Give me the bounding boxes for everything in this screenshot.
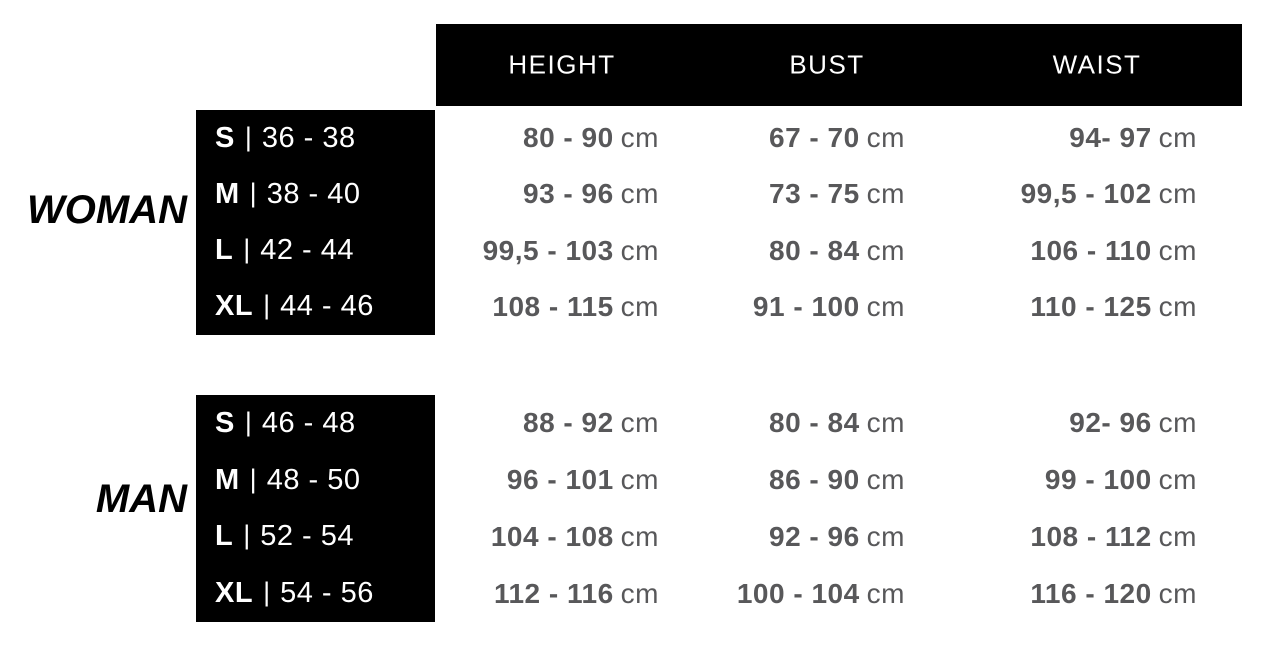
size-cell: [196, 509, 435, 566]
unit-label: cm: [620, 577, 659, 609]
unit-label: cm: [866, 290, 905, 322]
bust-cell: [685, 110, 905, 166]
size-cell: [196, 223, 435, 279]
size-letter: M: [215, 177, 240, 210]
unit-label: cm: [1158, 234, 1197, 266]
unit-label: cm: [866, 122, 905, 154]
size-letter: L: [215, 520, 234, 553]
bust-value: 92 - 96: [769, 520, 860, 552]
section-woman: [0, 110, 1267, 335]
size-cell: [196, 279, 435, 335]
group-label-man: MAN: [95, 477, 187, 521]
bust-cell: [685, 223, 905, 279]
bust-value: 86 - 90: [769, 464, 860, 496]
height-cell: [446, 395, 659, 452]
table-header-bar: [436, 24, 1242, 106]
size-range: 54 - 56: [280, 577, 374, 610]
size-cell: [196, 565, 435, 622]
size-range: 48 - 50: [266, 463, 361, 496]
waist-cell: [957, 223, 1197, 279]
bust-cell: [685, 395, 905, 452]
size-range: 44 - 46: [280, 290, 374, 323]
height-value: 88 - 92: [523, 407, 614, 439]
waist-value: 99 - 100: [1044, 464, 1152, 496]
column-header-height: HEIGHT: [508, 49, 616, 80]
bust-value: 91 - 100: [752, 290, 860, 322]
bust-cell: [685, 279, 905, 335]
rows-man: [0, 395, 1267, 622]
size-letter: S: [215, 121, 235, 154]
height-value: 80 - 90: [523, 122, 614, 154]
table-row: [0, 223, 1267, 279]
unit-label: cm: [866, 407, 905, 439]
unit-label: cm: [1158, 464, 1197, 496]
unit-label: cm: [866, 234, 905, 266]
size-cell: [196, 452, 435, 509]
table-row: [0, 509, 1267, 566]
bust-cell: [685, 509, 905, 566]
size-letter: XL: [215, 290, 254, 323]
bust-cell: [685, 452, 905, 509]
size-range: 52 - 54: [260, 520, 355, 553]
height-cell: [446, 452, 659, 509]
unit-label: cm: [620, 234, 659, 266]
unit-label: cm: [620, 178, 659, 210]
bust-value: 80 - 84: [769, 234, 860, 266]
height-cell: [446, 509, 659, 566]
size-letter: XL: [215, 577, 254, 610]
size-separator: |: [263, 290, 271, 321]
height-value: 93 - 96: [523, 178, 614, 210]
bust-value: 80 - 84: [769, 407, 860, 439]
waist-value: 99,5 - 102: [1020, 178, 1152, 210]
size-separator: |: [263, 577, 271, 608]
size-range: 42 - 44: [260, 234, 355, 267]
waist-value: 92- 96: [1069, 407, 1152, 439]
unit-label: cm: [866, 577, 905, 609]
table-row: [0, 110, 1267, 166]
height-cell: [446, 279, 659, 335]
unit-label: cm: [620, 407, 659, 439]
unit-label: cm: [866, 464, 905, 496]
waist-value: 106 - 110: [1030, 234, 1152, 266]
waist-value: 116 - 120: [1030, 577, 1152, 609]
size-range: 36 - 38: [261, 121, 356, 154]
size-cell: [196, 110, 435, 166]
waist-cell: [957, 166, 1197, 222]
waist-value: 94- 97: [1069, 122, 1152, 154]
height-value: 96 - 101: [506, 464, 614, 496]
height-value: 108 - 115: [492, 290, 614, 322]
group-label-woman: WOMAN: [27, 188, 187, 232]
rows-woman: [0, 110, 1267, 335]
size-letter: M: [215, 463, 240, 496]
section-man: [0, 395, 1267, 622]
size-separator: |: [244, 406, 252, 437]
column-header-bust: BUST: [789, 49, 865, 80]
bust-value: 73 - 75: [769, 178, 860, 210]
height-cell: [446, 223, 659, 279]
waist-cell: [957, 110, 1197, 166]
waist-cell: [957, 509, 1197, 566]
size-cell: [196, 166, 435, 222]
size-separator: |: [249, 463, 257, 494]
waist-cell: [957, 395, 1197, 452]
size-separator: |: [243, 234, 251, 265]
unit-label: cm: [1158, 122, 1197, 154]
unit-label: cm: [866, 178, 905, 210]
height-value: 112 - 116: [493, 577, 614, 609]
size-range: 38 - 40: [266, 177, 361, 210]
waist-value: 110 - 125: [1030, 290, 1152, 322]
unit-label: cm: [866, 520, 905, 552]
waist-cell: [957, 565, 1197, 622]
waist-value: 108 - 112: [1030, 520, 1152, 552]
size-separator: |: [249, 177, 257, 208]
unit-label: cm: [620, 520, 659, 552]
bust-cell: [685, 565, 905, 622]
size-separator: |: [244, 121, 252, 152]
size-cell: [196, 395, 435, 452]
table-row: [0, 279, 1267, 335]
table-row: [0, 166, 1267, 222]
table-row: [0, 452, 1267, 509]
unit-label: cm: [620, 464, 659, 496]
unit-label: cm: [620, 290, 659, 322]
unit-label: cm: [1158, 577, 1197, 609]
table-row: [0, 565, 1267, 622]
waist-cell: [957, 279, 1197, 335]
column-header-waist: WAIST: [1052, 49, 1142, 80]
bust-value: 100 - 104: [736, 577, 860, 609]
table-row: [0, 395, 1267, 452]
unit-label: cm: [1158, 178, 1197, 210]
height-cell: [446, 110, 659, 166]
waist-cell: [957, 452, 1197, 509]
height-cell: [446, 166, 659, 222]
bust-value: 67 - 70: [769, 122, 860, 154]
height-value: 104 - 108: [490, 520, 614, 552]
unit-label: cm: [1158, 407, 1197, 439]
size-letter: S: [215, 406, 235, 439]
height-cell: [446, 565, 659, 622]
unit-label: cm: [1158, 290, 1197, 322]
unit-label: cm: [1158, 520, 1197, 552]
size-separator: |: [243, 520, 251, 551]
unit-label: cm: [620, 122, 659, 154]
height-value: 99,5 - 103: [482, 234, 614, 266]
size-letter: L: [215, 234, 234, 267]
bust-cell: [685, 166, 905, 222]
size-range: 46 - 48: [261, 406, 356, 439]
